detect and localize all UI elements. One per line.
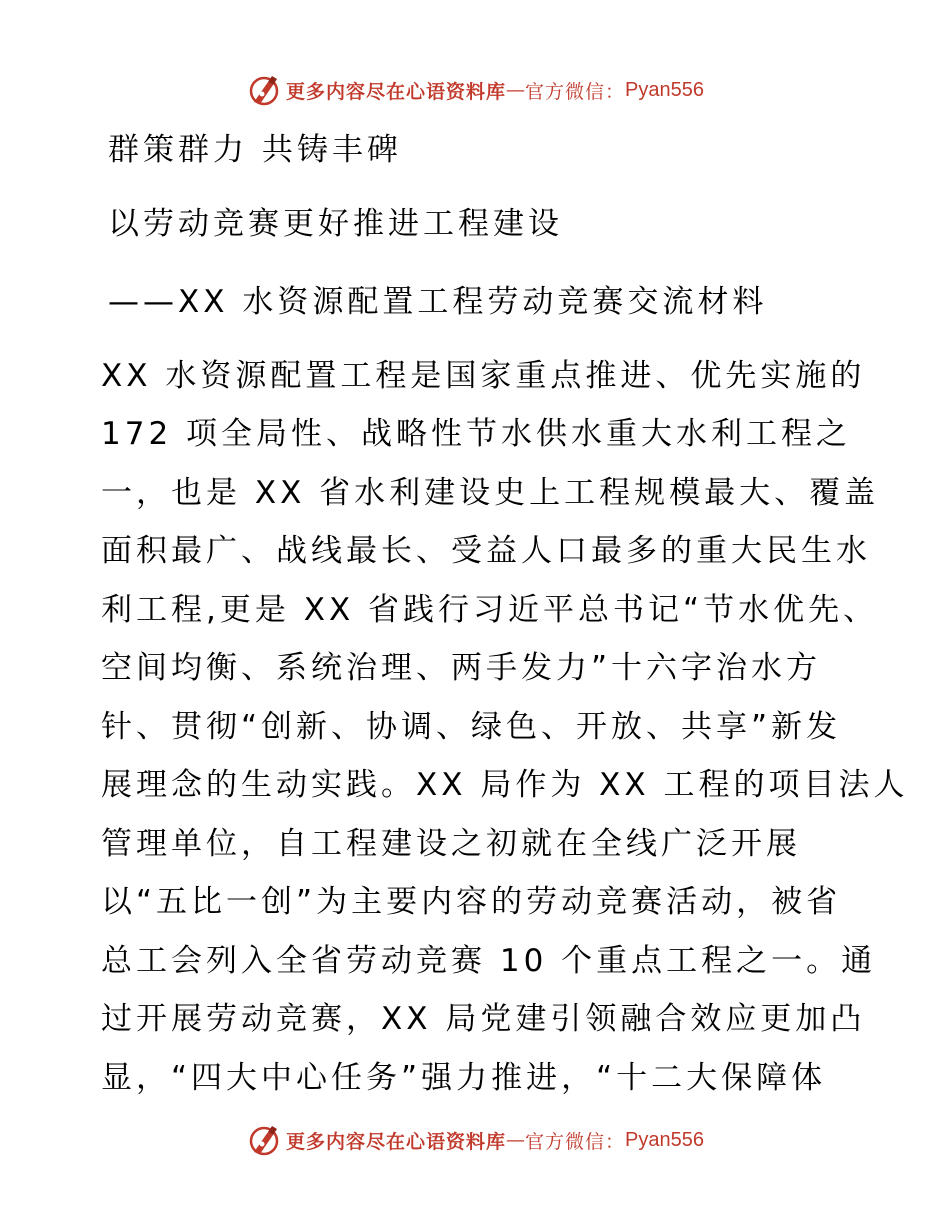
- watermark-text: 更多内容尽在心语资料库: [286, 80, 507, 103]
- body-line: 显，“四大中心任务”强力推进，“十二大保障体: [101, 1060, 827, 1096]
- body-line: 一，也是 XX 省水利建设史上工程规模最大、覆盖: [101, 475, 880, 511]
- body-line: 空间均衡、系统治理、两手发力”十六字治水方: [101, 650, 822, 686]
- document-title: 群策群力 共铸丰碑: [108, 132, 402, 168]
- body-line: 以“五比一创”为主要内容的劳动竞赛活动，被省: [101, 884, 842, 920]
- body-line: 管理单位，自工程建设之初就在全线广泛开展: [101, 826, 801, 862]
- body-line: XX 水资源配置工程是国家重点推进、优先实施的: [101, 358, 866, 394]
- watermark-footer: [0, 1120, 950, 1160]
- watermark-separator: —: [506, 1129, 526, 1151]
- watermark-wechat-label: 官方微信：: [525, 1130, 626, 1153]
- body-line: 172 项全局性、战略性节水供水重大水利工程之: [101, 416, 852, 452]
- watermark-text: 更多内容尽在心语资料库: [286, 1130, 507, 1153]
- watermark-wechat-label: 官方微信：: [525, 80, 626, 103]
- watermark-wechat-id: Pyan556: [625, 1128, 704, 1151]
- watermark-header: [0, 70, 950, 110]
- body-line: 展理念的生动实践。XX 局作为 XX 工程的项目法人: [101, 767, 909, 803]
- watermark-separator: —: [506, 79, 526, 101]
- body-line: 面积最广、战线最长、受益人口最多的重大民生水: [101, 533, 871, 569]
- pen-logo-icon: [246, 72, 282, 108]
- body-line: 针、贯彻“创新、协调、绿色、开放、共享”新发: [101, 709, 842, 745]
- document-subtitle: 以劳动竞赛更好推进工程建设: [108, 206, 563, 242]
- pen-logo-icon: [246, 1122, 282, 1158]
- watermark-wechat-id: Pyan556: [625, 78, 704, 101]
- body-line: 总工会列入全省劳动竞赛 10 个重点工程之一。通: [101, 943, 877, 979]
- body-line: 过开展劳动竞赛，XX 局党建引领融合效应更加凸: [101, 1001, 866, 1037]
- body-line: 利工程,更是 XX 省践行习近平总书记“节水优先、: [101, 592, 879, 628]
- document-source-line: ——XX 水资源配置工程劳动竞赛交流材料: [108, 284, 768, 320]
